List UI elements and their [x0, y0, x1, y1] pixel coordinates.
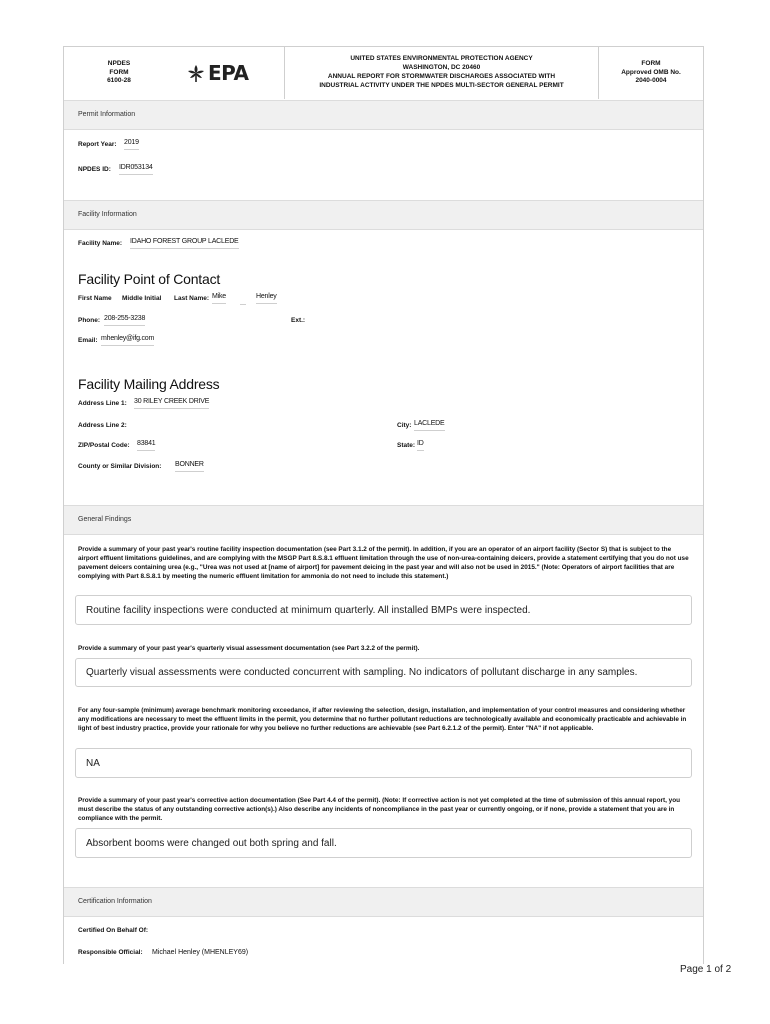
first-name-label: First Name	[78, 295, 112, 302]
permit-section-header: Permit Information	[64, 100, 703, 130]
facility-name-value: IDAHO FOREST GROUP LACLEDE	[130, 238, 239, 249]
epa-logo	[174, 47, 284, 99]
mailing-heading: Facility Mailing Address	[78, 376, 220, 392]
corrective-action-question: Provide a summary of your past year's corrective action documentation (See Part 4.4 of the permit). (Note: If corrective action is not yet completed at the time of submission of this annual report, you must describe the status of any outstanding corrective action(s).) Also describe any incidents of noncompliance in the past year or currently ongoing, or if none, provide a statement that you are in compliance with the permit.	[78, 797, 681, 823]
address-line1-label: Address Line 1:	[78, 400, 127, 407]
benchmark-answer[interactable]: NA	[75, 748, 692, 778]
agency-line: WASHINGTON, DC 20460	[402, 64, 481, 72]
contact-heading: Facility Point of Contact	[78, 271, 221, 287]
ext-label: Ext.:	[291, 317, 306, 324]
certified-on-behalf-label: Certified On Behalf Of:	[78, 927, 149, 934]
facility-name-label: Facility Name:	[78, 240, 123, 247]
corrective-action-answer[interactable]: Absorbent booms were changed out both spring and fall.	[75, 828, 692, 858]
form-header	[64, 47, 703, 99]
omb-line: FORM	[641, 59, 661, 67]
state-value: ID	[417, 440, 424, 451]
report-year-value: 2019	[124, 139, 139, 150]
state-label: State:	[397, 442, 416, 449]
findings-section-header: General Findings	[64, 505, 703, 535]
phone-label: Phone:	[78, 317, 101, 324]
epa-flower-icon	[186, 63, 206, 83]
inspection-question: Provide a summary of your past year's routine facility inspection documentation (see Part 3.1.2 of the permit). In addition, if you are an operator of an airport facility (Sector S) that is subject to the airport effluent limitations guidelines, and are complying with the MSGP Part 8.S.8.1 effluent limitation through the use of non-urea-containing deicers, provide a statement certifying that you do not use pavement deicers containing urea (e.g., "Urea was not used at [name of airport] for pavement deicing in the past year and will also not be used in 2015." (Note: Operators of airport facilities that are complying with Part 8.S.8.1 by meeting the numeric effluent limitation for ammonia do not need to include this statement.)	[78, 546, 689, 581]
form-id-line: FORM	[109, 68, 129, 76]
agency-line: INDUSTRIAL ACTIVITY UNDER THE NPDES MULTI-SECTOR GENERAL PERMIT	[319, 81, 564, 89]
report-form	[63, 46, 704, 964]
responsible-official-value: Michael Henley (MHENLEY69)	[152, 949, 249, 956]
zip-label: ZIP/Postal Code:	[78, 442, 130, 449]
npdes-id-label: NPDES ID:	[78, 166, 111, 173]
first-name-value: Mike	[212, 293, 226, 304]
facility-section-header: Facility Information	[64, 200, 703, 230]
inspection-answer[interactable]: Routine facility inspections were conducted at minimum quarterly. All installed BMPs were inspected.	[75, 595, 692, 625]
zip-value: 83841	[137, 440, 155, 451]
county-value: BONNER	[175, 461, 204, 472]
last-name-label: Last Name:	[174, 295, 210, 302]
visual-assessment-question: Provide a summary of your past year's quarterly visual assessment documentation (see Part 3.2.2 of the permit).	[78, 645, 420, 652]
omb-approval	[599, 47, 703, 99]
agency-line: UNITED STATES ENVIRONMENTAL PROTECTION AGENCY	[350, 55, 533, 63]
phone-value: 208-255-3238	[104, 315, 145, 326]
form-id-line: 6100-28	[107, 77, 131, 85]
certification-section-header: Certification Information	[64, 887, 703, 917]
omb-line: 2040-0004	[635, 77, 667, 85]
middle-initial-value	[240, 293, 246, 305]
responsible-official-label: Responsible Official:	[78, 949, 143, 956]
form-id-line: NPDES	[107, 59, 131, 67]
logo-text: EPA	[208, 60, 249, 85]
npdes-id-value: IDR053134	[119, 164, 153, 175]
last-name-value: Henley	[256, 293, 277, 304]
email-label: Email:	[78, 337, 98, 344]
benchmark-question: For any four-sample (minimum) average benchmark monitoring exceedance, if after reviewing the selection, design, installation, and implementation of your control measures and considering whether any modifications are necessary to meet the effluent limits in the permit, you determine that no further pollutant reductions are technologically available and economically practicable and achievable in light of best industry practice, provide your rationale for why you believe no further reductions are achievable (see Part 6.2.1.2 of the permit). Enter "NA" if not applicable.	[78, 707, 687, 733]
city-label: City:	[397, 422, 412, 429]
visual-assessment-answer[interactable]: Quarterly visual assessments were conducted concurrent with sampling. No indicators of pollutant discharge in any samples.	[75, 658, 692, 687]
form-id	[64, 47, 174, 99]
email-value: mhenley@ifg.com	[101, 335, 154, 346]
address-line2-label: Address Line 2:	[78, 422, 127, 429]
page-number: Page 1 of 2	[680, 964, 732, 975]
agency-title	[284, 47, 599, 99]
county-label: County or Similar Division:	[78, 463, 162, 470]
agency-line: ANNUAL REPORT FOR STORMWATER DISCHARGES ASSOCIATED WITH	[327, 73, 556, 80]
address-line1-value: 30 RILEY CREEK DRIVE	[134, 398, 209, 409]
middle-initial-label: Middle Initial	[122, 295, 162, 302]
report-year-label: Report Year:	[78, 141, 117, 148]
omb-line: Approved OMB No.	[621, 68, 681, 76]
city-value: LACLEDE	[414, 420, 445, 431]
